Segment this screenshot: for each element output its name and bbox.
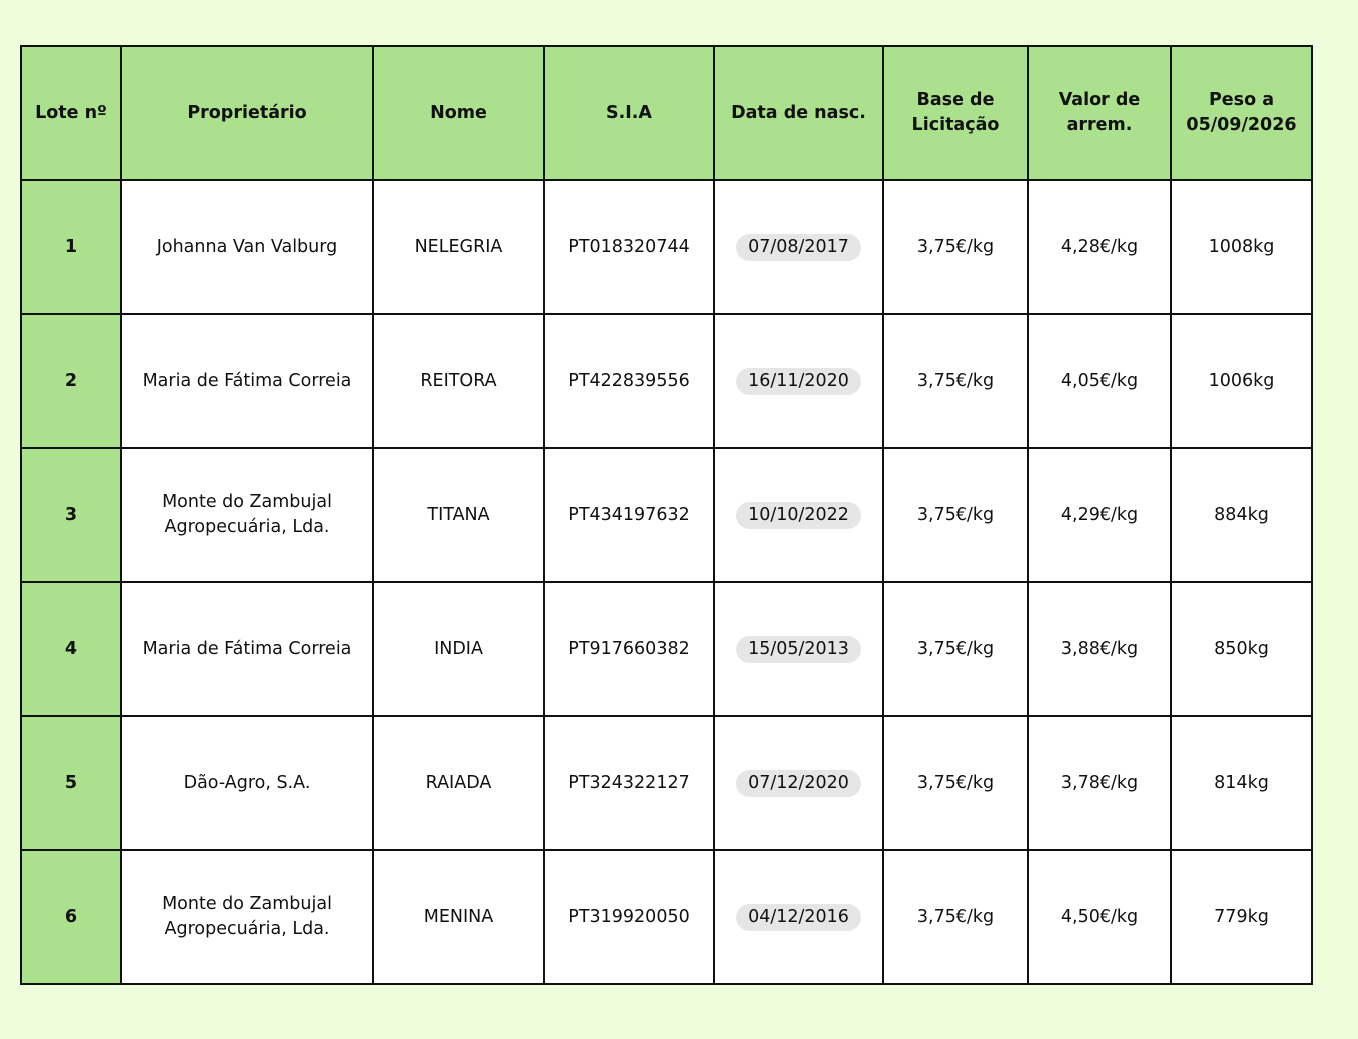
date-chip: 04/12/2016 (736, 904, 861, 931)
header-sia: S.I.A (544, 46, 714, 180)
hammer-price-cell: 4,28€/kg (1028, 180, 1171, 314)
header-base-price: Base de Licitação (883, 46, 1028, 180)
weight-cell: 1008kg (1171, 180, 1312, 314)
date-chip: 10/10/2022 (736, 502, 861, 529)
sia-cell: PT324322127 (544, 716, 714, 850)
sia-cell: PT319920050 (544, 850, 714, 984)
sia-cell: PT434197632 (544, 448, 714, 582)
hammer-price-cell: 3,88€/kg (1028, 582, 1171, 716)
sia-cell: PT018320744 (544, 180, 714, 314)
animal-name-cell: NELEGRIA (373, 180, 544, 314)
table-row (21, 448, 1312, 582)
lot-number: 1 (21, 180, 121, 314)
animal-name-cell: INDIA (373, 582, 544, 716)
header-weight: Peso a 05/09/2026 (1171, 46, 1312, 180)
table-row (21, 716, 1312, 850)
weight-cell: 814kg (1171, 716, 1312, 850)
date-chip: 07/08/2017 (736, 234, 861, 261)
date-chip: 07/12/2020 (736, 770, 861, 797)
sia-cell: PT917660382 (544, 582, 714, 716)
header-lot: Lote nº (21, 46, 121, 180)
animal-name-cell: TITANA (373, 448, 544, 582)
header-row (21, 46, 1312, 180)
base-price-cell: 3,75€/kg (883, 448, 1028, 582)
lot-number: 2 (21, 314, 121, 448)
weight-cell: 779kg (1171, 850, 1312, 984)
animal-name-cell: REITORA (373, 314, 544, 448)
owner-cell: Maria de Fátima Correia (121, 582, 373, 716)
weight-cell: 884kg (1171, 448, 1312, 582)
birth-date-cell (714, 582, 883, 716)
owner-cell: Dão-Agro, S.A. (121, 716, 373, 850)
sia-cell: PT422839556 (544, 314, 714, 448)
weight-cell: 850kg (1171, 582, 1312, 716)
header-birth-date: Data de nasc. (714, 46, 883, 180)
hammer-price-cell: 3,78€/kg (1028, 716, 1171, 850)
lot-number: 4 (21, 582, 121, 716)
lots-table (20, 45, 1313, 985)
owner-cell: Johanna Van Valburg (121, 180, 373, 314)
base-price-cell: 3,75€/kg (883, 314, 1028, 448)
birth-date-cell (714, 314, 883, 448)
hammer-price-cell: 4,50€/kg (1028, 850, 1171, 984)
hammer-price-cell: 4,05€/kg (1028, 314, 1171, 448)
header-hammer-price: Valor de arrem. (1028, 46, 1171, 180)
birth-date-cell (714, 180, 883, 314)
base-price-cell: 3,75€/kg (883, 582, 1028, 716)
hammer-price-cell: 4,29€/kg (1028, 448, 1171, 582)
header-owner: Proprietário (121, 46, 373, 180)
lot-number: 5 (21, 716, 121, 850)
owner-cell: Monte do Zambujal Agropecuária, Lda. (121, 448, 373, 582)
header-name: Nome (373, 46, 544, 180)
lot-number: 6 (21, 850, 121, 984)
animal-name-cell: RAIADA (373, 716, 544, 850)
date-chip: 15/05/2013 (736, 636, 861, 663)
table-row (21, 314, 1312, 448)
owner-cell: Maria de Fátima Correia (121, 314, 373, 448)
birth-date-cell (714, 716, 883, 850)
table-row (21, 582, 1312, 716)
owner-cell: Monte do Zambujal Agropecuária, Lda. (121, 850, 373, 984)
lot-number: 3 (21, 448, 121, 582)
base-price-cell: 3,75€/kg (883, 180, 1028, 314)
table-row (21, 850, 1312, 984)
base-price-cell: 3,75€/kg (883, 850, 1028, 984)
date-chip: 16/11/2020 (736, 368, 861, 395)
table-row (21, 180, 1312, 314)
birth-date-cell (714, 448, 883, 582)
weight-cell: 1006kg (1171, 314, 1312, 448)
birth-date-cell (714, 850, 883, 984)
animal-name-cell: MENINA (373, 850, 544, 984)
base-price-cell: 3,75€/kg (883, 716, 1028, 850)
